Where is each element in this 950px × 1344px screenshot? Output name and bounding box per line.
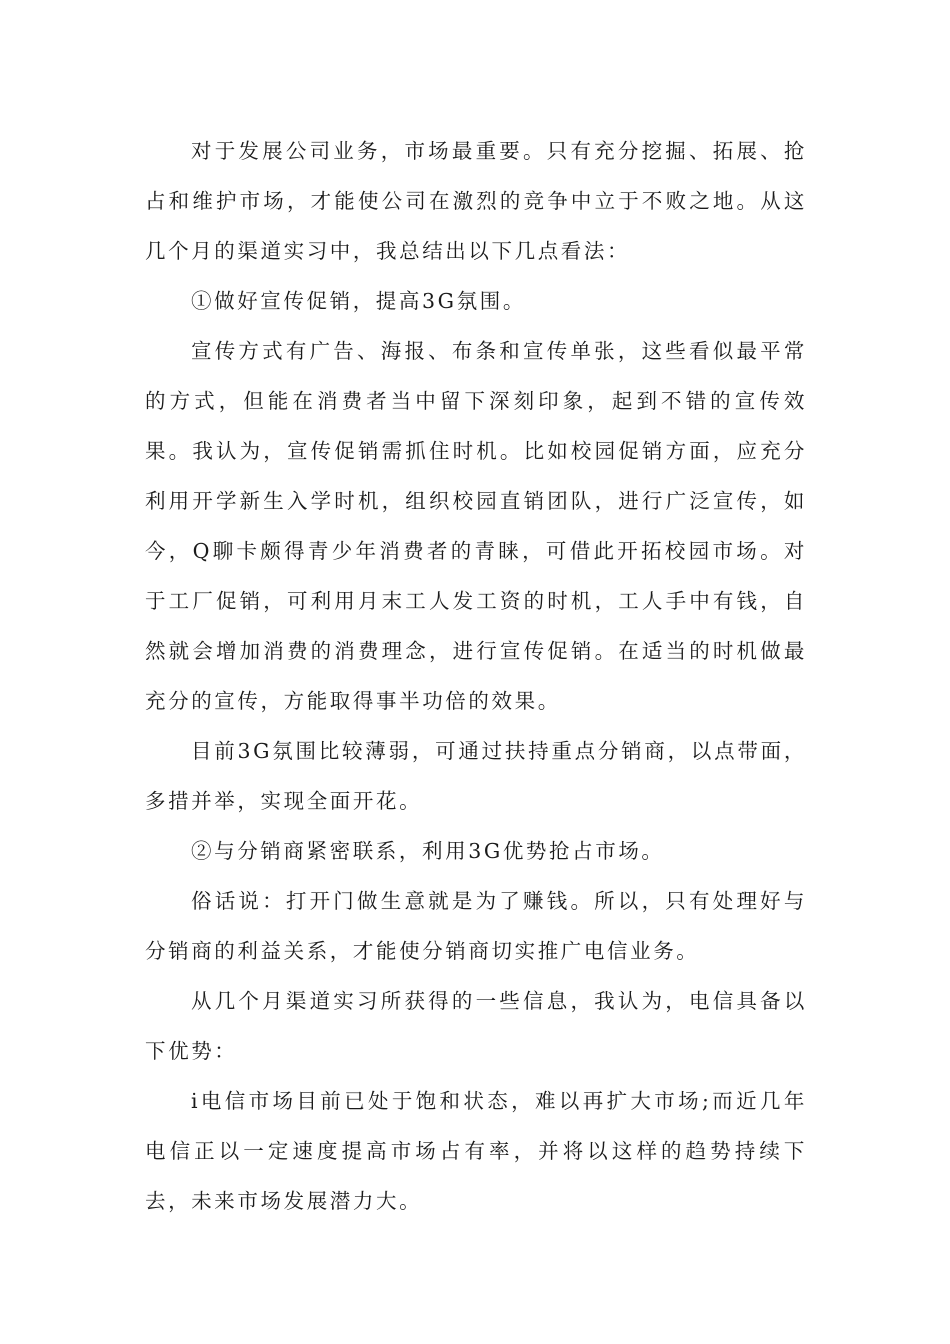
paragraph-intro: 对于发展公司业务，市场最重要。只有充分挖掘、拓展、抢占和维护市场，才能使公司在激烈的竞争中立于不败之地。从这几个月的渠道实习中，我总结出以下几点看法： xyxy=(145,139,807,263)
paragraph-point-1-heading: ①做好宣传促销，提高3G氛围。 xyxy=(191,289,526,313)
paragraph-advantage-i: ⅰ电信市场目前已处于饱和状态，难以再扩大市场;而近几年电信正以一定速度提高市场占有率，并将以这样的趋势持续下去，未来市场发展潜力大。 xyxy=(145,1089,807,1213)
paragraph-3g-atmosphere: 目前3G氛围比较薄弱，可通过扶持重点分销商，以点带面，多措并举，实现全面开花。 xyxy=(145,739,807,813)
paragraph-promotion: 宣传方式有广告、海报、布条和宣传单张，这些看似最平常的方式，但能在消费者当中留下深刻印象，起到不错的宣传效果。我认为，宣传促销需抓住时机。比如校园促销方面，应充分利用开学新生入学时机，组织校园直销团队，进行广泛宣传，如今，Q聊卡颇得青少年消费者的青睐，可借此开拓校园市场。对于工厂促销，可利用月末工人发工资的时机，工人手中有钱，自然就会增加消费的消费理念，进行宣传促销。在适当的时机做最充分的宣传，方能取得事半功倍的效果。 xyxy=(145,339,807,713)
paragraph-saying: 俗话说：打开门做生意就是为了赚钱。所以，只有处理好与分销商的利益关系，才能使分销商切实推广电信业务。 xyxy=(145,889,807,963)
paragraph-point-2-heading: ②与分销商紧密联系，利用3G优势抢占市场。 xyxy=(191,839,665,863)
paragraph-advantages-intro: 从几个月渠道实习所获得的一些信息，我认为，电信具备以下优势： xyxy=(145,989,807,1063)
document-body xyxy=(145,126,807,1226)
